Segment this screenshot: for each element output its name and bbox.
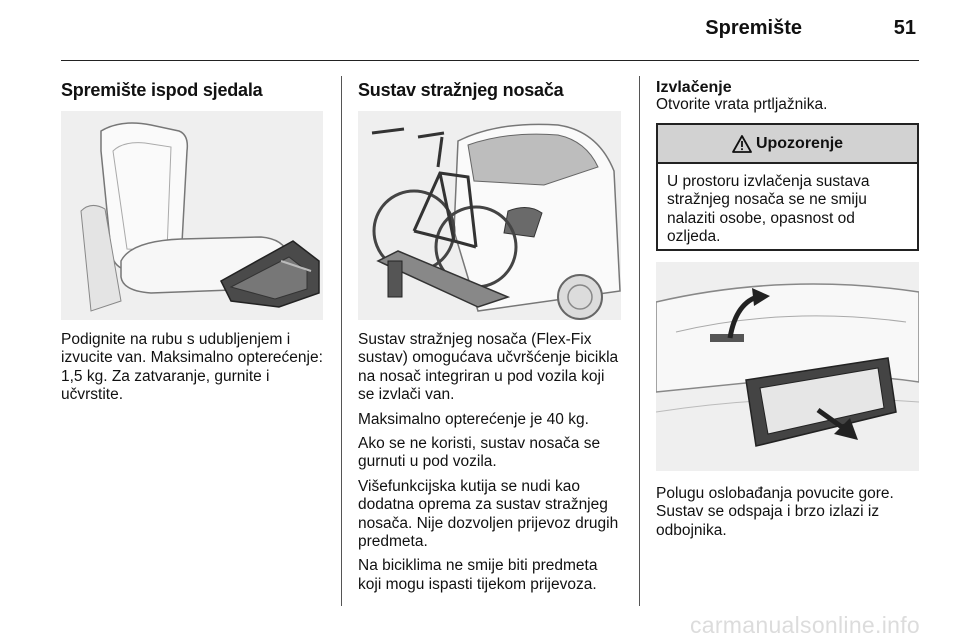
watermark: carmanualsonline.info — [689, 612, 920, 638]
warning-triangle-icon — [732, 135, 752, 153]
carrier-release-lever-illustration — [656, 262, 919, 471]
rear-carrier-paragraph: Ako se ne koristi, sustav nosača se gurnuti u pod vozila. — [358, 435, 601, 471]
rear-carrier-text — [358, 331, 623, 600]
extraction-heading: Izvlačenje — [656, 79, 732, 96]
page-number: 51 — [893, 17, 916, 39]
column-divider-2 — [639, 76, 640, 606]
rear-bike-carrier-illustration — [358, 111, 621, 320]
extraction-intro: Otvorite vrata prtljažnika. — [656, 96, 828, 113]
header-rule — [61, 60, 919, 61]
rear-carrier-paragraph: Na biciklima ne smije biti predmeta koji mogu ispasti tijekom prijevoza. — [358, 557, 598, 593]
release-lever-text: Polugu oslobađanja povucite gore. Sustav se odspaja i brzo izlazi iz odbojnika. — [656, 485, 894, 539]
rear-carrier-paragraph: Maksimalno opterećenje je 40 kg. — [358, 410, 589, 428]
seat-storage-text: Podignite na rubu s udubljenjem i izvucite van. Maksimalno opterećenje: 1,5 kg. Za zatvaranje, gurnite i učvrstite. — [61, 331, 323, 404]
page-section-title: Spremište — [705, 17, 802, 39]
rear-carrier-heading: Sustav stražnjeg nosača — [358, 80, 564, 100]
warning-header — [658, 125, 917, 164]
seat-storage-drawer-illustration — [61, 111, 323, 320]
warning-title: Upozorenje — [755, 134, 844, 152]
seat-storage-heading: Spremište ispod sjedala — [61, 80, 263, 100]
release-lever-figure — [656, 262, 919, 471]
rear-carrier-paragraph: Sustav stražnjeg nosača (Flex-Fix sustav) omogućava učvršćenje bicikla na nosač integriran u pod vozila koji se izvlači van. — [358, 331, 619, 404]
seat-storage-figure — [61, 111, 323, 320]
warning-text: U prostoru izvlačenja sustava stražnjeg nosača se ne smiju nalaziti osobe, opasnost od ozljeda. — [667, 173, 870, 246]
column-divider-1 — [341, 76, 342, 606]
rear-carrier-figure — [358, 111, 621, 320]
rear-carrier-paragraph: Višefunkcijska kutija se nudi kao dodatna oprema za sustav stražnjeg nosača. Nije dozvoljen prijevoz drugih predmeta. — [358, 477, 619, 551]
warning-box — [656, 123, 919, 251]
